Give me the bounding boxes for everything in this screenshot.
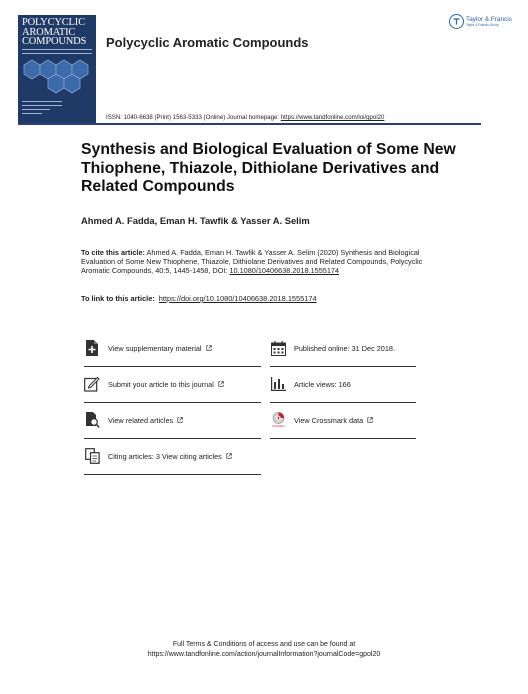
footer-terms-link[interactable]: https://www.tandfonline.com/action/journalInformation?journalCode=gpol20 bbox=[147, 651, 381, 658]
header-divider bbox=[18, 123, 481, 125]
citation-text: Ahmed A. Fadda, Eman H. Tawfik & Yasser A. Selim (2020) Synthesis and Biological Evaluation of Some New Thiophene, Thiazole, Dithiolane Derivatives and Related Compounds, Polycyclic Aromatic Compounds, 40:5, 1445-1458, DOI: bbox=[81, 248, 423, 276]
article-views-count: Article views: 166 bbox=[294, 379, 351, 389]
citing-articles-label: Citing articles: 3 View citing articles bbox=[108, 451, 222, 461]
published-online-info bbox=[270, 330, 416, 367]
edit-icon bbox=[84, 376, 100, 392]
view-related-articles-button[interactable] bbox=[84, 402, 261, 439]
cover-title-line-3: COMPOUNDS bbox=[22, 36, 87, 47]
submit-label: Submit your article to this journal bbox=[108, 379, 214, 389]
issn-line bbox=[106, 114, 384, 121]
crossmark-label: View Crossmark data bbox=[294, 415, 364, 425]
footer-terms-text: Full Terms & Conditions of access and use can be found at bbox=[172, 641, 356, 648]
publisher-tagline: Taylor & Francis Group bbox=[466, 22, 499, 27]
hexagon-pattern-icon bbox=[18, 55, 96, 95]
citation-doi-link[interactable]: 10.1080/10406638.2018.1555174 bbox=[229, 266, 340, 276]
article-views-info bbox=[270, 366, 416, 403]
citation-block bbox=[81, 248, 441, 276]
issn-text: ISSN: 1040-6638 (Print) 1563-5333 (Online) Journal homepage: bbox=[106, 114, 281, 121]
citing-articles-button[interactable] bbox=[84, 438, 261, 475]
cover-text-lines bbox=[22, 101, 62, 117]
cover-title-line-1: POLYCYCLIC bbox=[22, 17, 85, 28]
published-date: Published online: 31 Dec 2018. bbox=[294, 343, 396, 353]
external-link-icon bbox=[367, 417, 373, 423]
article-link-line bbox=[81, 294, 317, 303]
article-authors: Ahmed A. Fadda, Eman H. Tawfik & Yasser A. Selim bbox=[81, 215, 310, 226]
related-articles-icon bbox=[84, 412, 100, 428]
cover-title-line-2: AROMATIC bbox=[22, 26, 76, 38]
related-articles-label: View related articles bbox=[108, 415, 174, 425]
journal-cover-image bbox=[18, 15, 96, 123]
bar-chart-icon bbox=[270, 376, 286, 392]
cover-title bbox=[22, 18, 94, 47]
external-link-icon bbox=[177, 417, 183, 423]
calendar-icon bbox=[270, 340, 286, 356]
external-link-icon bbox=[218, 381, 224, 387]
crossmark-icon bbox=[270, 412, 286, 428]
cover-rule bbox=[22, 49, 92, 54]
publisher-logo-icon bbox=[449, 14, 464, 29]
article-doi-link[interactable]: https://doi.org/10.1080/10406638.2018.1555174 bbox=[158, 294, 317, 303]
submit-article-button[interactable] bbox=[84, 366, 261, 403]
citing-articles-icon bbox=[84, 448, 100, 464]
journal-name: Polycyclic Aromatic Compounds bbox=[106, 35, 309, 50]
crossmark-caption: CrossMark bbox=[271, 425, 285, 428]
article-title: Synthesis and Biological Evaluation of Some New Thiophene, Thiazole, Dithiolane Derivatives and Related Compounds bbox=[81, 141, 456, 195]
supplementary-label: View supplementary material bbox=[108, 343, 202, 353]
view-supplementary-button[interactable] bbox=[84, 330, 261, 367]
publisher-logo bbox=[449, 14, 512, 29]
journal-homepage-link[interactable]: https://www.tandfonline.com/loi/gpol20 bbox=[280, 114, 385, 121]
document-plus-icon bbox=[84, 340, 100, 356]
publisher-name: Taylor & Francis bbox=[466, 15, 512, 23]
external-link-icon bbox=[206, 345, 212, 351]
view-crossmark-button[interactable] bbox=[270, 402, 416, 439]
external-link-icon bbox=[226, 453, 232, 459]
citation-label: To cite this article: bbox=[81, 248, 145, 257]
article-link-label: To link to this article: bbox=[81, 294, 155, 303]
